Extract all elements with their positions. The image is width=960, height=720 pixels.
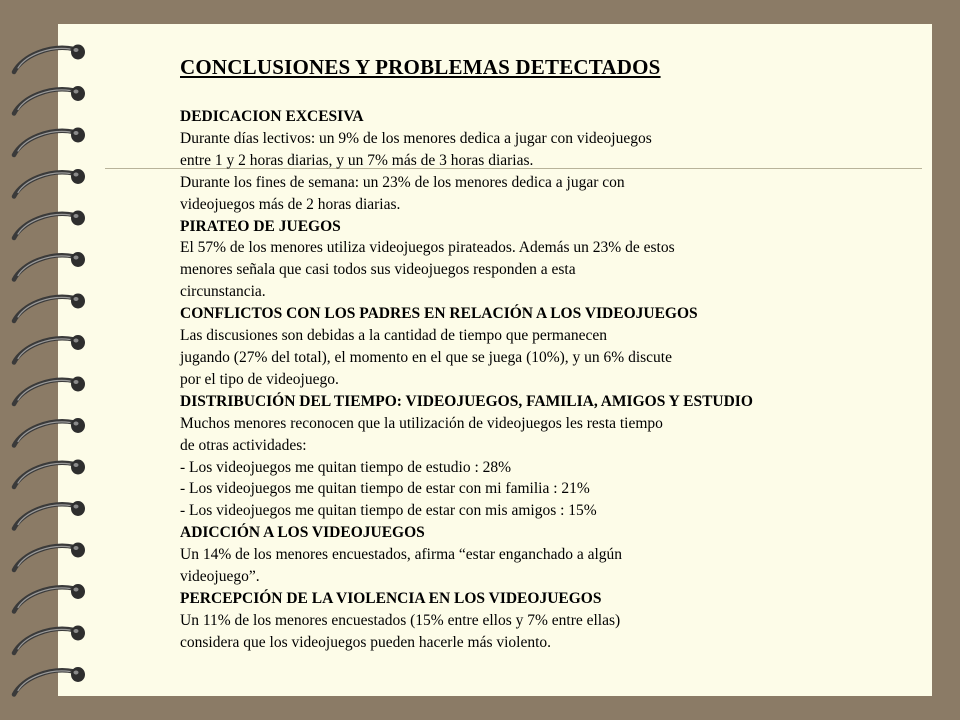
text-line: de otras actividades:	[180, 436, 307, 454]
text-line: videojuegos más de 2 horas diarias.	[180, 195, 401, 213]
text-line: menores señala que casi todos sus videojuegos responden a esta	[180, 261, 576, 279]
text-line: El 57% de los menores utiliza videojuegos pirateados. Además un 23% de estos	[180, 239, 675, 257]
spiral-ring	[14, 626, 85, 654]
section-heading-dedicacion: DEDICACION EXCESIVA	[180, 108, 364, 125]
spiral-ring	[14, 169, 85, 197]
spiral-ring	[14, 294, 85, 322]
spiral-ring	[14, 418, 85, 446]
text-line: Durante los fines de semana: un 23% de los menores dedica a jugar con	[180, 173, 625, 191]
section-heading-conflictos: CONFLICTOS CON LOS PADRES EN RELACIÓN A LOS VIDEOJUEGOS	[180, 305, 698, 323]
spiral-ring	[14, 86, 85, 114]
spiral-ring	[14, 335, 85, 363]
text-line: videojuego”.	[180, 568, 260, 586]
text-line: por el tipo de videojuego.	[180, 370, 339, 388]
page-title: CONCLUSIONES Y PROBLEMAS DETECTADOS	[180, 55, 661, 79]
spiral-ring	[14, 460, 85, 488]
text-line: entre 1 y 2 horas diarias, y un 7% más de 3 horas diarias.	[180, 151, 534, 169]
spiral-ring	[14, 45, 85, 73]
text-line: jugando (27% del total), el momento en el que se juega (10%), y un 6% discute	[180, 348, 672, 366]
text-line: Muchos menores reconocen que la utilización de videojuegos les resta tiempo	[180, 414, 663, 432]
spiral-ring	[14, 501, 85, 529]
section-heading-distribucion: DISTRIBUCIÓN DEL TIEMPO: VIDEOJUEGOS, FAMILIA, AMIGOS Y ESTUDIO	[180, 392, 753, 410]
text-line: Un 11% de los menores encuestados (15% entre ellos y 7% entre ellas)	[180, 611, 621, 629]
spiral-ring	[14, 252, 85, 280]
spiral-ring	[14, 211, 85, 239]
text-line: Las discusiones son debidas a la cantidad de tiempo que permanecen	[180, 327, 607, 345]
text-line: Durante días lectivos: un 9% de los menores dedica a jugar con videojuegos	[180, 129, 652, 147]
text-line: considera que los videojuegos pueden hacerle más violento.	[180, 633, 552, 651]
spiral-binding	[0, 0, 110, 720]
document-content	[180, 52, 920, 654]
text-line: circunstancia.	[180, 283, 266, 301]
section-heading-adiccion: ADICCIÓN A LOS VIDEOJUEGOS	[180, 524, 425, 542]
text-line: Un 14% de los menores encuestados, afirma “estar enganchado a algún	[180, 546, 623, 564]
text-line: - Los videojuegos me quitan tiempo de estar con mis amigos : 15%	[180, 502, 597, 520]
spiral-ring	[14, 667, 85, 695]
spiral-ring	[14, 377, 85, 405]
spiral-ring	[14, 128, 85, 156]
text-line: - Los videojuegos me quitan tiempo de estudio : 28%	[180, 458, 512, 476]
spiral-ring	[14, 584, 85, 612]
section-heading-pirateo: PIRATEO DE JUEGOS	[180, 217, 341, 235]
section-heading-violencia: PERCEPCIÓN DE LA VIOLENCIA EN LOS VIDEOJUEGOS	[180, 589, 602, 607]
text-line: - Los videojuegos me quitan tiempo de estar con mi familia : 21%	[180, 480, 590, 498]
spiral-ring	[14, 543, 85, 571]
